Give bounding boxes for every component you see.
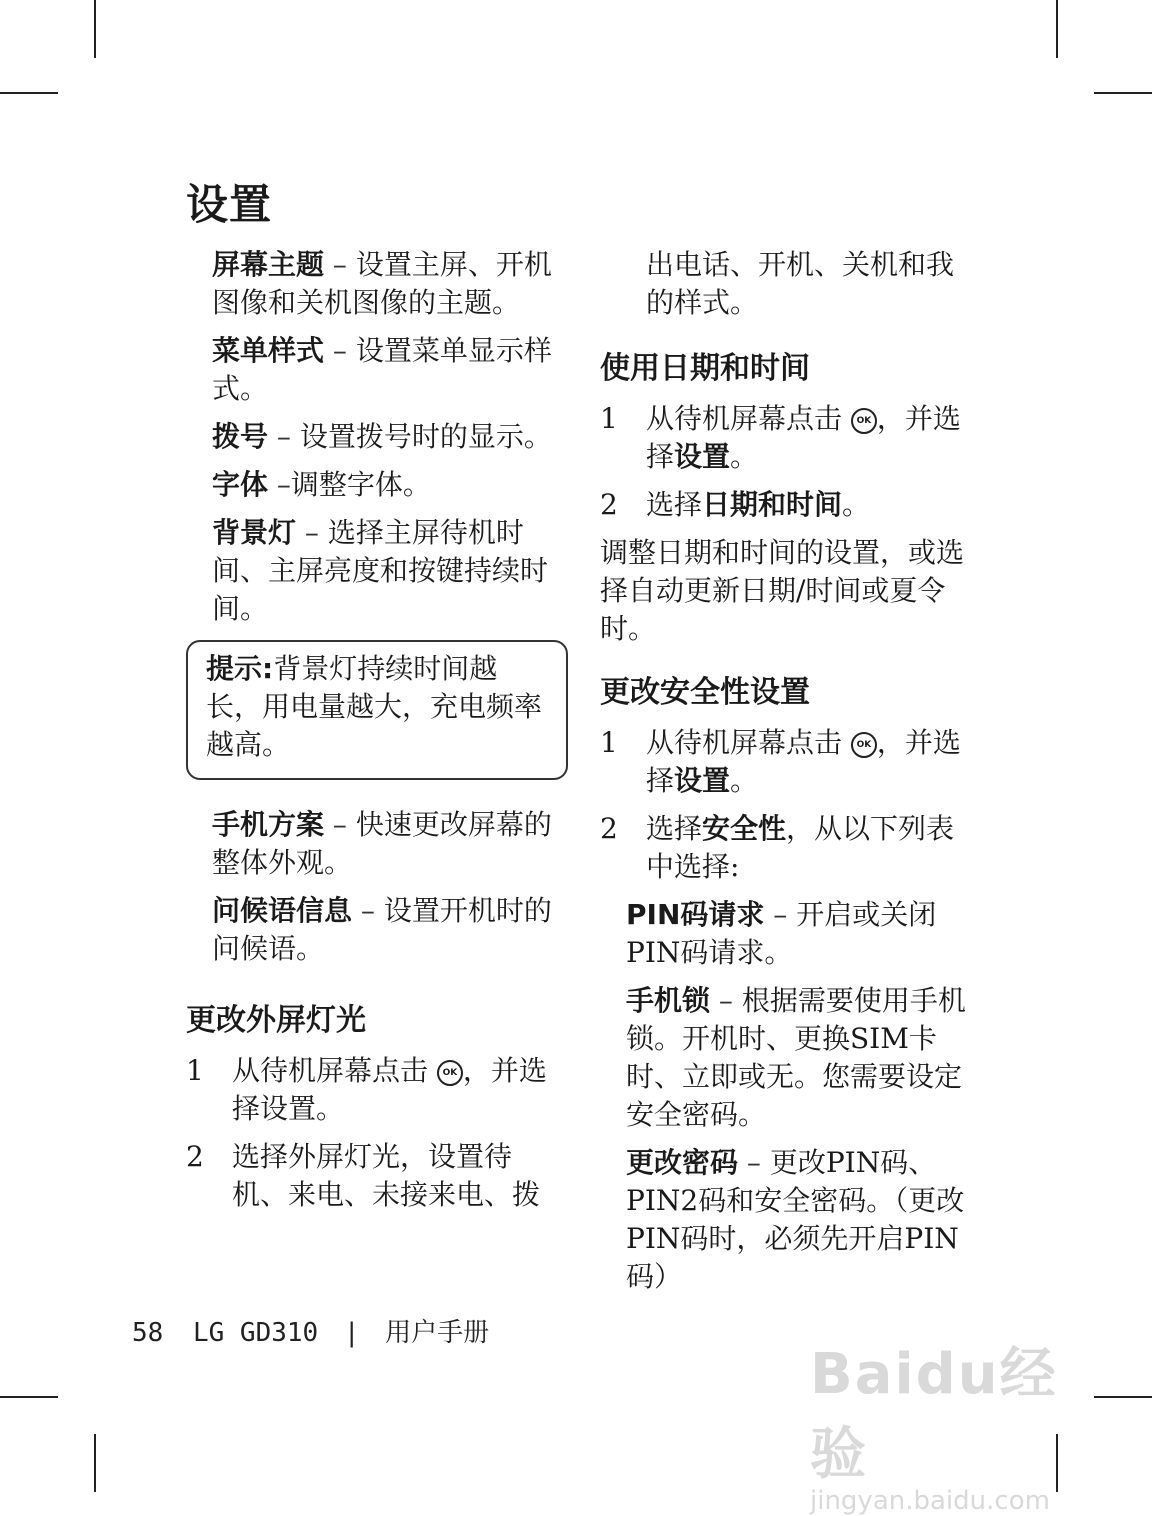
setting-item: 手机方案 – 快速更改屏幕的整体外观。 [212,808,552,879]
page-footer [132,1312,489,1349]
watermark-main: Baidu经验 [810,1342,1058,1487]
crop-mark [94,0,96,58]
footer-divider: | [343,1318,360,1348]
right-column [600,246,972,1306]
setting-item: 手机锁 – 根据需要使用手机锁。开机时、更换SIM卡时、立即或无。您需要设定安全密码。 [626,984,966,1131]
setting-desc: 设置开机时的问候语。 [212,894,552,965]
step-text: 选择外屏灯光，设置待机、来电、未接来电、拨 [232,1140,541,1211]
setting-item: 屏幕主题 – 设置主屏、开机图像和关机图像的主题。 [212,248,552,319]
setting-desc: 快速更改屏幕的整体外观。 [212,808,552,879]
step-text: 选择日期和时间。 [646,488,871,521]
setting-desc: 根据需要使用手机锁。开机时、更换SIM卡时、立即或无。您需要设定安全密码。 [626,984,966,1131]
ok-key-icon: OK [851,732,877,758]
watermark-logo [810,1330,1090,1516]
step-number: 2 [600,488,618,521]
ok-key-icon: OK [437,1060,463,1086]
setting-term: PIN码请求 [626,898,765,931]
tip-text: 背景灯持续时间越长，用电量越大，充电频率越高。 [206,652,543,761]
section-heading: 更改外屏灯光 [186,1003,366,1038]
crop-mark [1094,1396,1152,1398]
section-heading: 更改安全性设置 [600,675,810,710]
crop-mark [0,1396,58,1398]
step [600,724,972,800]
crop-mark [1056,0,1058,58]
step-number: 2 [600,812,618,845]
step-text: 从待机屏幕点击 OK ，并选择设置。 [232,1054,547,1125]
page-number: 58 [132,1318,164,1348]
setting-term: 问候语信息 [212,894,353,927]
setting-desc: 更改PIN码、PIN2码和安全密码。（更改PIN码时，必须先开启PIN码） [626,1146,965,1293]
setting-term: 屏幕主题 [212,248,325,281]
manual-title: 用户手册 [385,1318,490,1348]
setting-term: 菜单样式 [212,334,325,367]
setting-item: 字体 –调整字体。 [212,468,431,501]
step-number: 2 [186,1140,204,1173]
model-name: LG GD310 [192,1318,319,1348]
left-column [186,246,566,1224]
step [600,810,972,886]
setting-item: 菜单样式 – 设置菜单显示样式。 [212,334,552,405]
page-title: 设置 [186,180,273,229]
step [186,1138,566,1214]
watermark-url: jingyan.baidu.com [810,1486,1050,1516]
paragraph: 调整日期和时间的设置，或选择自动更新日期/时间或夏令时。 [600,536,965,645]
setting-desc: 选择主屏待机时间、主屏亮度和按键持续时间。 [212,516,549,625]
setting-term: 背景灯 [212,516,297,549]
tip-box [186,640,568,780]
crop-mark [94,1434,96,1492]
setting-term: 更改密码 [626,1146,739,1179]
setting-desc: 设置菜单显示样式。 [212,334,552,405]
setting-term: 拨号 [212,420,269,453]
setting-desc: 设置拨号时的显示。 [299,420,552,453]
setting-item: 问候语信息 – 设置开机时的问候语。 [212,894,552,965]
setting-item: 更改密码 – 更改PIN码、PIN2码和安全密码。（更改PIN码时，必须先开启PIN码） [626,1146,965,1293]
step-text: 选择安全性，从以下列表中选择: [646,812,955,883]
setting-desc: 设置主屏、开机图像和关机图像的主题。 [212,248,552,319]
step-number: 1 [600,726,618,759]
setting-item: PIN码请求 – 开启或关闭PIN码请求。 [626,898,937,969]
step-text: 从待机屏幕点击 OK ，并选择设置。 [646,726,961,797]
step [600,486,972,524]
crop-mark [1094,92,1152,94]
step-number: 1 [600,402,618,435]
continued-text: 出电话、开机、关机和我的样式。 [646,248,955,319]
step-text: 从待机屏幕点击 OK ，并选择设置。 [646,402,961,473]
setting-desc: 开启或关闭PIN码请求。 [626,898,937,969]
ok-key-icon: OK [851,408,877,434]
step [186,1052,566,1128]
setting-term: 手机方案 [212,808,325,841]
step [600,400,972,476]
setting-desc: 调整字体。 [290,468,431,501]
tip-label: 提示: [206,652,274,685]
setting-term: 字体 [212,468,269,501]
setting-term: 手机锁 [626,984,711,1017]
section-heading: 使用日期和时间 [600,351,810,386]
setting-item: 拨号 – 设置拨号时的显示。 [212,420,552,453]
crop-mark [0,92,58,94]
setting-item: 背景灯 – 选择主屏待机时间、主屏亮度和按键持续时间。 [212,516,549,625]
step-number: 1 [186,1054,204,1087]
